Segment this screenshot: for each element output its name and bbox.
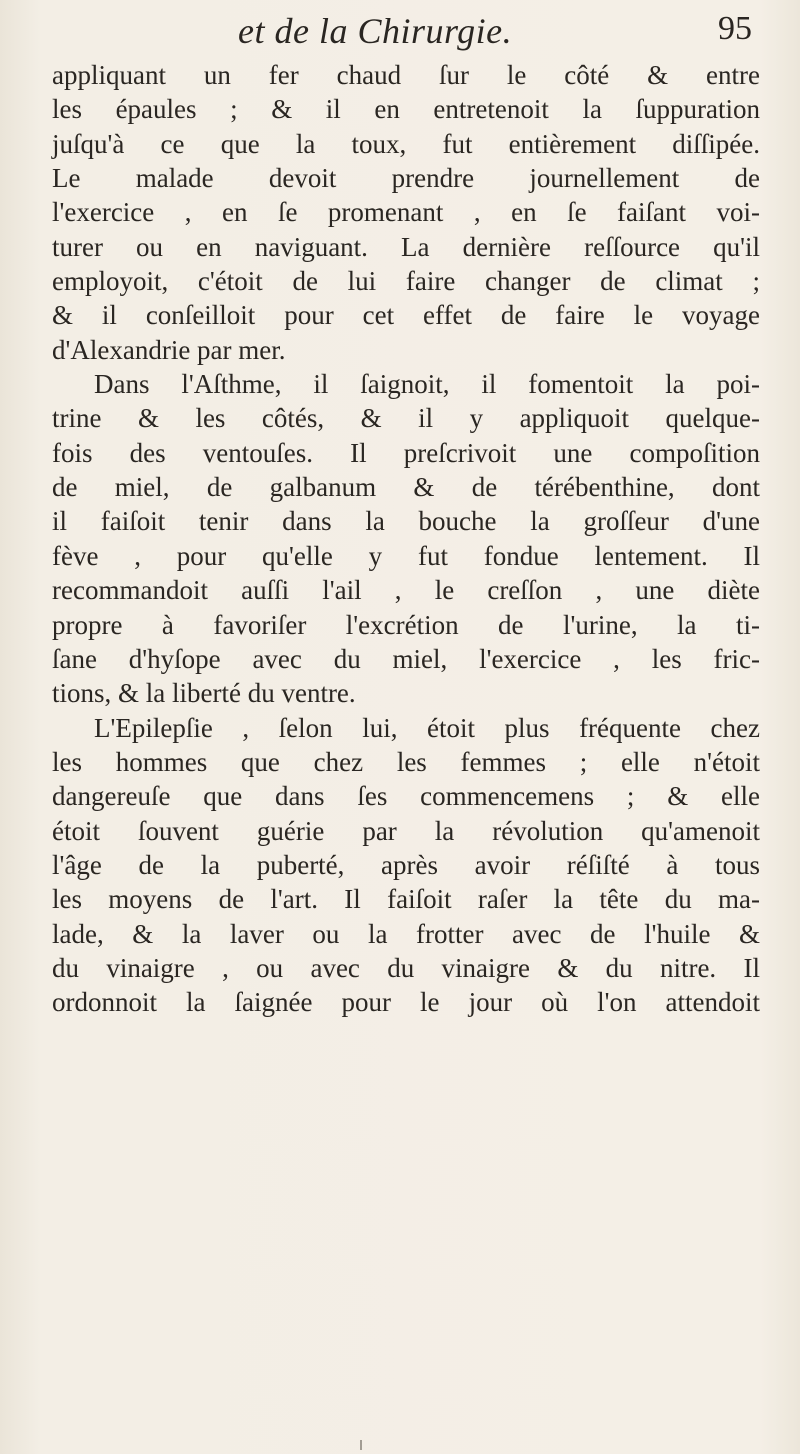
text-line: l'exercice , en ſe promenant , en ſe faiſant voi- <box>52 197 760 228</box>
text-line: juſqu'à ce que la toux, fut entièrement diſſipée. <box>52 128 760 159</box>
text-line: les épaules ; & il en entretenoit la ſuppuration <box>52 94 760 125</box>
text-line: recommandoit auſſi l'ail , le creſſon , une diète <box>52 575 760 606</box>
paragraph-start-epilepsie: L'Epilepſie , ſelon lui, étoit plus fréquente chez <box>94 712 760 743</box>
text-line: trine & les côtés, & il y appliquoit quelque- <box>52 403 760 434</box>
text-line: les hommes que chez les femmes ; elle n'étoit <box>52 746 760 777</box>
text-line: étoit ſouvent guérie par la révolution qu'amenoit <box>52 815 760 846</box>
text-line: du vinaigre , ou avec du vinaigre & du nitre. Il <box>52 952 760 983</box>
running-title: et de la Chirurgie. <box>238 11 513 51</box>
text-line: propre à favoriſer l'excrétion de l'urine, la ti- <box>52 609 760 640</box>
text-line: il faiſoit tenir dans la bouche la groſſeur d'une <box>52 506 760 537</box>
text-line: fois des ventouſes. Il preſcrivoit une compoſition <box>52 437 760 468</box>
page-number: 95 <box>718 10 752 47</box>
text-line: tions, & la liberté du ventre. <box>52 678 356 709</box>
text-line: & il conſeilloit pour cet effet de faire le voyage <box>52 300 760 331</box>
text-line: les moyens de l'art. Il faiſoit raſer la tête du ma- <box>52 884 760 915</box>
text-line: de miel, de galbanum & de térébenthine, dont <box>52 472 760 503</box>
text-line: appliquant un fer chaud ſur le côté & entre <box>52 60 760 90</box>
text-line: ordonnoit la ſaignée pour le jour où l'on attendoit <box>52 987 760 1018</box>
text-line: employoit, c'étoit de lui faire changer de climat ; <box>52 266 760 297</box>
text-line: dangereuſe que dans ſes commencemens ; & elle <box>52 781 760 812</box>
text-line: d'Alexandrie par mer. <box>52 334 286 365</box>
text-line: fève , pour qu'elle y fut fondue lentement. Il <box>52 540 760 571</box>
text-line: turer ou en naviguant. La dernière reſſource qu'il <box>52 231 760 262</box>
page-speck <box>360 1440 362 1450</box>
text-line: Le malade devoit prendre journellement de <box>52 163 760 194</box>
paragraph-start-asthme: Dans l'Aſthme, il ſaignoit, il fomentoit la poi- <box>94 369 760 400</box>
text-line: l'âge de la puberté, après avoir réſiſté à tous <box>52 849 760 880</box>
body-text <box>52 58 760 1020</box>
text-line: ſane d'hyſope avec du miel, l'exercice , les fric- <box>52 643 760 674</box>
text-line: lade, & la laver ou la frotter avec de l'huile & <box>52 918 760 949</box>
